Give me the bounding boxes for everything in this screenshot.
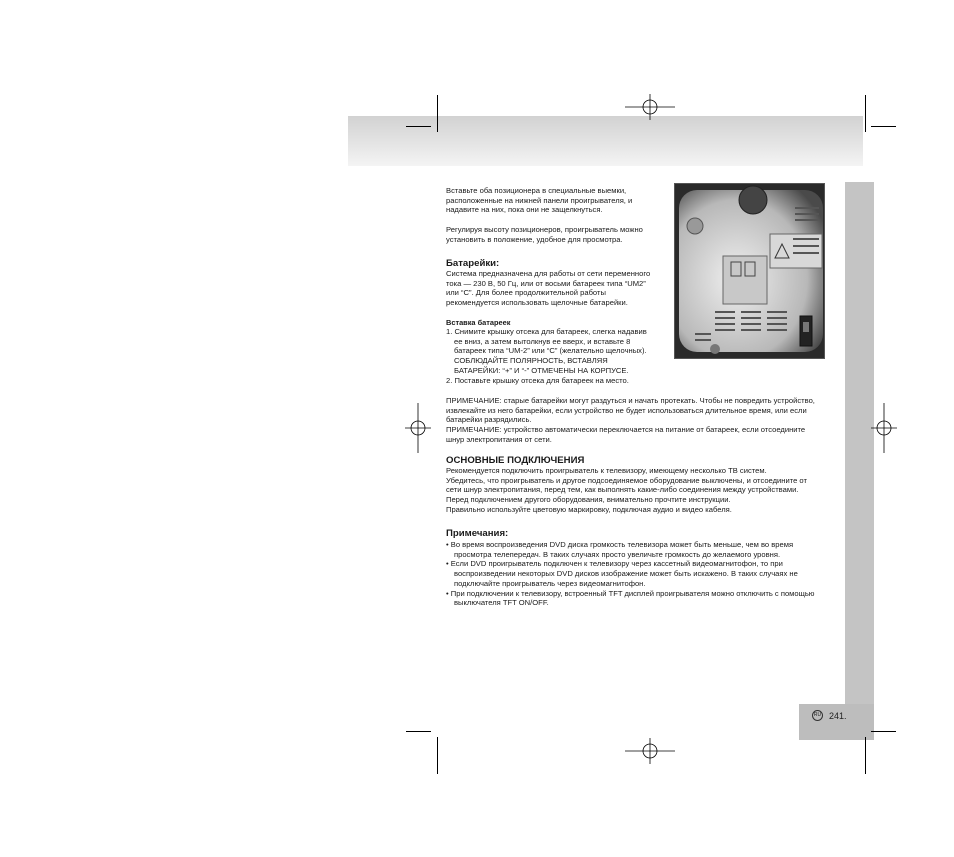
ru-language-icon: RU	[812, 710, 823, 721]
intro-paragraph-1: Вставьте оба позиционера в специальные выемки, расположенные на нижней панели проигрывателя, и надавите на них, пока они не защелкнуться.	[446, 186, 633, 215]
remark-item: • Во время воспроизведения DVD диска громкость телевизора может быть меньше, чем во время	[446, 540, 794, 549]
note-1: ПРИМЕЧАНИЕ: старые батарейки могут раздуться и начать протекать. Чтобы не повредить устройство, извлекайте из него батарейки, если устройство не будет использоваться длительное время, или если батарейки разрядились.	[446, 396, 815, 425]
batteries-description: Система предназначена для работы от сети переменного тока — 230 В, 50 Гц, или от восьми батареек типа “UM2” или “C”. Для более продолжительной работы рекомендуется использовать щелочные батарейки.	[446, 269, 651, 308]
remark-item: • Если DVD проигрыватель подключен к телевизору через кассетный видеомагнитофон, то при	[446, 559, 783, 569]
remarks-list: • Во время воспроизведения DVD диска громкость телевизора может быть меньше, чем во время просмотра телепередач. В таких случаях просто увеличьте громкость до желаемого уровня. • Если DVD проигрыватель подключен к телевизору через кассетный видеомагнитофон, то при воспроизведении некоторых DVD дисков изображение может быть искажено. В таких случаях не подключайте проигрыватель через видеомагнитофон. • При подключении к телевизору, встроенный TFT дисплей проигрывателя можно отключить с помощью выключателя TFT ON/OFF.	[446, 540, 844, 608]
connections-text: Рекомендуется подключить проигрыватель к телевизору, имеющему несколько ТВ систем. Убедитесь, что проигрыватель и другое подсоединяемое оборудование выключены, и отсоедините от сети шнур электропитания, перед тем, как выполнять какие-либо соединения между устройствами. Перед подключением другого оборудования, внимательно прочтите инструкции. Правильно используйте цветовую маркировку, подключая аудио и видео кабеля.	[446, 466, 807, 514]
insert-batteries-heading: Вставка батареек	[446, 318, 511, 327]
remarks-heading: Примечания:	[446, 528, 509, 539]
remark-item: • При подключении к телевизору, встроенный TFT дисплей проигрывателя можно отключить с помощью	[446, 588, 815, 598]
intro-paragraph-2: Регулируя высоту позиционеров, проигрыватель можно установить в положение, удобное для просмотра.	[446, 225, 643, 244]
page-number-text: 241.	[829, 710, 847, 721]
connections-heading: ОСНОВНЫЕ ПОДКЛЮЧЕНИЯ	[446, 455, 585, 466]
insert-steps: 1. Снимите крышку отсека для батареек, слегка надавив ее вниз, а затем вытолкнув ее вверх, и вставьте 8 батареек типа “UM-2” или “C” (желательно щелочных). СОБЛЮДАЙТЕ ПОЛЯРНОСТЬ, ВСТАВЛЯЯ БАТАРЕЙКИ: “+” И “-” ОТМЕЧЕНЫ НА КОРПУСЕ. 2. Поставьте крышку отсека для батареек на место.	[446, 327, 647, 385]
batteries-heading: Батарейки:	[446, 258, 500, 269]
device-bottom-photo	[674, 183, 825, 359]
note-2: ПРИМЕЧАНИЕ: устройство автоматически переключается на питание от батареек, если отсоедините шнур электропитания от сети.	[446, 425, 806, 444]
